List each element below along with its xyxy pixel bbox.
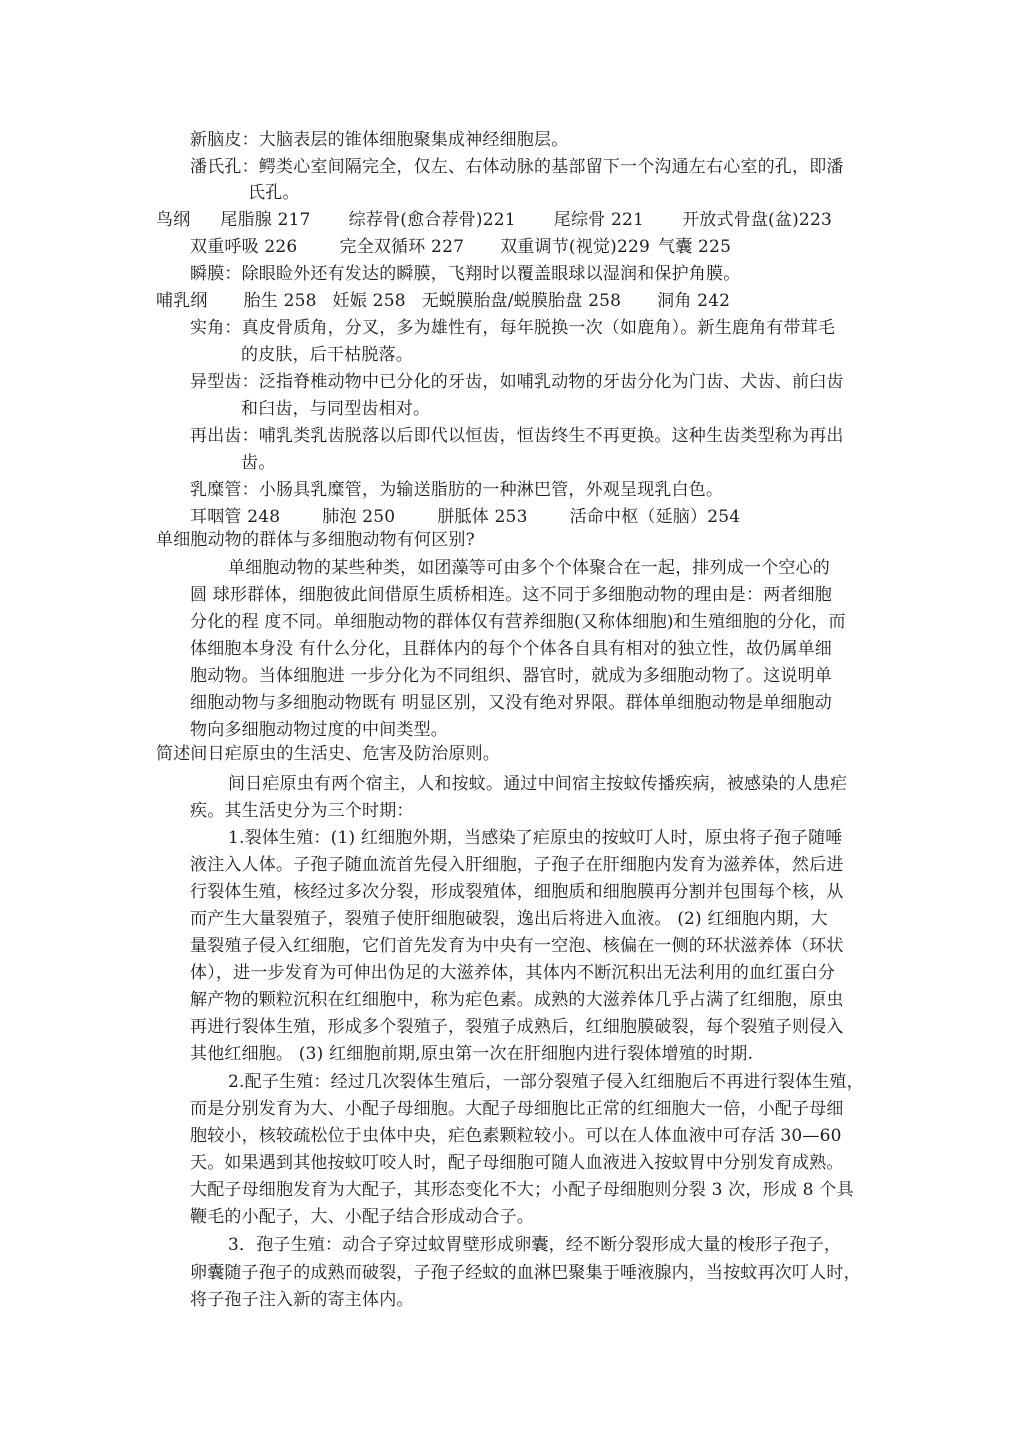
stage-2-line: 大配子母细胞发育为大配子，其形态变化不大；小配子母细胞则分裂 3 次，形成 8 个具 <box>190 1180 854 1200</box>
stage-1-line: 量裂殖子侵入红细胞，它们首先发育为中央有一空泡、核偏在一侧的环状滋养体（环状 <box>190 936 844 956</box>
question-2: 简述间日疟原虫的生活史、危害及防治原则。 <box>156 744 500 764</box>
term-row-last <box>190 505 740 529</box>
class-row-bu-ru-gang <box>156 289 730 313</box>
answer-1-line: 细胞动物与多细胞动物既有 明显区别，又没有绝对界限。群体单细胞动物是单细胞动 <box>190 693 833 713</box>
term-item: 胎生 258 <box>243 291 317 311</box>
stage-2-line: 2.配子生殖：经过几次裂体生殖后，一部分裂殖子侵入红细胞后不再进行裂体生殖， <box>228 1072 864 1092</box>
term-item: 活命中枢（延脑）254 <box>569 507 741 527</box>
term-item: 妊娠 258 <box>332 291 406 311</box>
stage-1-line: 解产物的颗粒沉积在红细胞中，称为疟色素。成熟的大滋养体几乎占满了红细胞，原虫 <box>190 990 844 1010</box>
term-item: 开放式骨盘(盆)223 <box>682 210 832 230</box>
stage-3-line: 3．孢子生殖：动合子穿过蚊胃壁形成卵囊，经不断分裂形成大量的梭形子孢子， <box>228 1235 842 1255</box>
term-shun-mo: 瞬膜：除眼睑外还有发达的瞬膜，飞翔时以覆盖眼球以湿润和保护角膜。 <box>190 264 741 284</box>
stage-1-line: 其他红细胞。 (3) 红细胞前期,原虫第一次在肝细胞内进行裂体增殖的时期. <box>190 1044 754 1064</box>
stage-2-line: 天。如果遇到其他按蚊叮咬人时，配子母细胞可随人血液进入按蚊胃中分别发育成熟。 <box>190 1153 844 1173</box>
term-zai-chu-chi: 再出齿：哺乳类乳齿脱落以后即代以恒齿，恒齿终生不再更换。这种生齿类型称为再出 <box>190 426 844 446</box>
term-item: 耳咽管 248 <box>190 507 281 527</box>
question-1: 单细胞动物的群体与多细胞动物有何区别? <box>156 530 475 550</box>
term-xin-nao-pi: 新脑皮：大脑表层的锥体细胞聚集成神经细胞层。 <box>190 130 569 150</box>
term-pan-shi-kong-cont: 氏孔。 <box>248 183 300 203</box>
term-item: 气囊 225 <box>658 237 732 257</box>
answer-1-line: 单细胞动物的某些种类，如团藻等可由多个个体聚合在一起，排列成一个空心的 <box>228 558 830 578</box>
term-item: 胼胝体 253 <box>437 507 528 527</box>
term-item: 双重呼吸 226 <box>190 237 298 257</box>
class-row-niao-gang-2 <box>190 235 731 259</box>
stage-1-line: 体），进一步发育为可伸出伪足的大滋养体，其体内不断沉积出无法利用的血红蛋白分 <box>190 963 836 983</box>
term-item: 尾脂腺 217 <box>220 210 311 230</box>
stage-1-line: 1.裂体生殖：(1) 红细胞外期，当感染了疟原虫的按蚊叮人时，原虫将子孢子随唾 <box>228 828 843 848</box>
stage-3-line: 卵囊随子孢子的成熟而破裂，子孢子经蚊的血淋巴聚集于唾液腺内，当按蚊再次叮人时， <box>190 1263 861 1283</box>
stage-1-line: 行裂体生殖，核经过多次分裂，形成裂殖体，细胞质和细胞膜再分割并包围每个核，从 <box>190 882 844 902</box>
term-item: 综荐骨(愈合荐骨)221 <box>348 210 516 230</box>
stage-3-line: 将子孢子注入新的寄主体内。 <box>190 1290 414 1310</box>
term-ru-mi-guan: 乳糜管：小肠具乳糜管，为输送脂肪的一种淋巴管，外观呈现乳白色。 <box>190 480 724 500</box>
term-item: 无蜕膜胎盘/蜕膜胎盘 258 <box>421 291 622 311</box>
class-label: 鸟纲 <box>156 210 191 230</box>
term-yi-xing-chi: 异型齿：泛指脊椎动物中已分化的牙齿，如哺乳动物的牙齿分化为门齿、犬齿、前臼齿 <box>190 372 844 392</box>
term-zai-chu-chi-cont: 齿。 <box>241 453 276 473</box>
stage-1-line: 液注入人体。子孢子随血流首先侵入肝细胞，子孢子在肝细胞内发育为滋养体，然后进 <box>190 855 844 875</box>
stage-1-line: 再进行裂体生殖，形成多个裂殖子，裂殖子成熟后，红细胞膜破裂，每个裂殖子则侵入 <box>190 1017 844 1037</box>
stage-2-line: 胞较小，核较疏松位于虫体中央，疟色素颗粒较小。可以在人体血液中可存活 30—60 <box>190 1126 842 1146</box>
term-yi-xing-chi-cont: 和臼齿，与同型齿相对。 <box>241 399 431 419</box>
answer-1-line: 体细胞本身没 有什么分化，且群体内的每个个体各自具有相对的独立性，故仍属单细 <box>190 639 833 659</box>
term-item: 尾综骨 221 <box>553 210 645 230</box>
term-shi-jiao: 实角：真皮骨质角，分叉，多为雄性有，每年脱换一次（如鹿角）。新生鹿角有带茸毛 <box>190 318 836 338</box>
answer-2-intro: 疾。其生活史分为三个时期： <box>190 801 414 821</box>
term-shi-jiao-cont: 的皮肤，后干枯脱落。 <box>241 345 413 365</box>
term-item: 洞角 242 <box>657 291 731 311</box>
answer-1-line: 胞动物。当体细胞进 一步分化为不同组织、器官时，就成为多细胞动物了。这说明单 <box>190 666 833 686</box>
term-item: 双重调节(视觉)229 <box>500 237 651 257</box>
term-item: 完全双循环 227 <box>339 237 465 257</box>
class-row-niao-gang <box>156 208 832 232</box>
class-label: 哺乳纲 <box>156 291 208 311</box>
answer-1-line: 分化的程 度不同。单细胞动物的群体仅有营养细胞(又称体细胞)和生殖细胞的分化，而 <box>190 612 846 632</box>
term-pan-shi-kong: 潘氏孔：鳄类心室间隔完全，仅左、右体动脉的基部留下一个沟通左右心室的孔，即潘 <box>190 157 844 177</box>
term-item: 肺泡 250 <box>322 507 396 527</box>
stage-2-line: 鞭毛的小配子，大、小配子结合形成动合子。 <box>190 1207 534 1227</box>
stage-2-line: 而是分别发育为大、小配子母细胞。大配子母细胞比正常的红细胞大一倍，小配子母细 <box>190 1099 844 1119</box>
answer-1-line: 物向多细胞动物过度的中间类型。 <box>190 720 448 740</box>
stage-1-line: 而产生大量裂殖子，裂殖子使肝细胞破裂，逸出后将进入血液。 (2) 红细胞内期，大 <box>190 909 828 929</box>
answer-1-line: 圆 球形群体，细胞彼此间借原生质桥相连。这不同于多细胞动物的理由是：两者细胞 <box>190 585 833 605</box>
answer-2-intro: 间日疟原虫有两个宿主，人和按蚊。通过中间宿主按蚊传播疾病，被感染的人患疟 <box>228 774 848 794</box>
